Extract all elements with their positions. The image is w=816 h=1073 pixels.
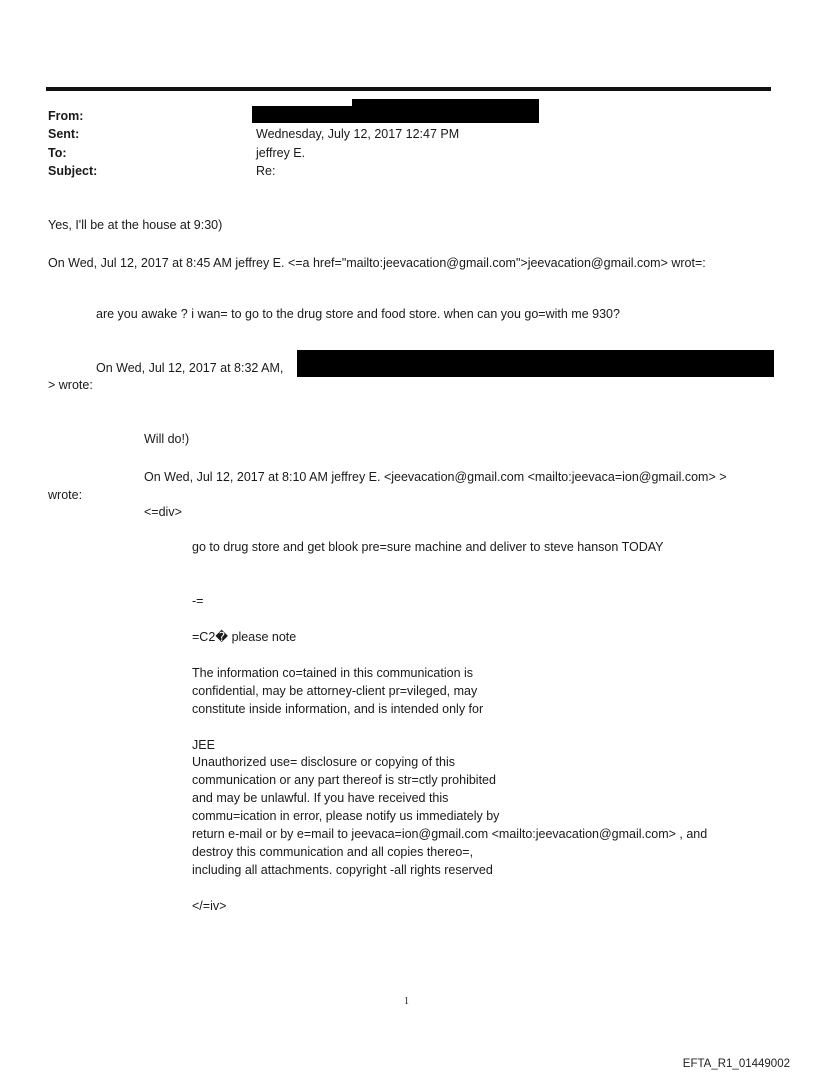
div-close: </=iv> [192,899,227,913]
sender-redaction [297,350,774,377]
quote2-text: Will do!) [144,432,190,446]
sent-label: Sent: [48,127,80,141]
unauth-line-1: Unauthorized use= disclosure or copying of this [192,755,455,769]
quote2-wrote: > wrote: [48,378,93,392]
subject-value: Re: [256,164,276,178]
unauth-line-3: and may be unlawful. If you have received this [192,791,449,805]
please-note: =C2� please note [192,630,297,644]
to-label: To: [48,146,67,160]
quote3-text: go to drug store and get blook pre=sure machine and deliver to steve hanson TODAY [192,540,664,554]
unauth-line-6: destroy this communication and all copies thereo=, [192,845,474,859]
conf-line-2: confidential, may be attorney-client pr=vileged, may [192,684,478,698]
from-label: From: [48,109,84,123]
conf-line-1: The information co=tained in this communication is [192,666,474,680]
unauth-line-5: return e-mail or by e=mail to jeevaca=ion@gmail.com <mailto:jeevacation@gmail.com> , and [192,827,708,841]
document-id: EFTA_R1_01449002 [682,1058,790,1070]
quote1-header: On Wed, Jul 12, 2017 at 8:45 AM jeffrey E. <=a href="mailto:jeevacation@gmail.com">jeevacation@gmail.com> wrot=: [48,256,706,270]
quote3-header: On Wed, Jul 12, 2017 at 8:10 AM jeffrey E. <jeevacation@gmail.com <mailto:jeevaca=ion@gmail.com> > [144,470,727,484]
to-value: jeffrey E. [256,146,306,160]
unauth-line-2: communication or any part thereof is str=ctly prohibited [192,773,496,787]
jee-line: JEE [192,738,215,752]
subject-label: Subject: [48,164,98,178]
from-redaction [252,106,352,123]
header-rule [46,87,771,91]
dash-line: -= [192,594,204,608]
div-open: <=div> [144,505,182,519]
unauth-line-7: including all attachments. copyright -all rights reserved [192,863,493,877]
quote3-wrote: wrote: [48,488,83,502]
unauth-line-4: commu=ication in error, please notify us immediately by [192,809,500,823]
from-redaction-2 [352,99,539,123]
sent-value: Wednesday, July 12, 2017 12:47 PM [256,127,460,141]
quote2-header: On Wed, Jul 12, 2017 at 8:32 AM, [96,361,284,375]
conf-line-3: constitute inside information, and is intended only for [192,702,484,716]
page-number: 1 [404,996,409,1007]
quote1-text: are you awake ? i wan= to go to the drug store and food store. when can you go=with me 930? [96,307,620,321]
reply-line: Yes, I'll be at the house at 9:30) [48,218,223,232]
